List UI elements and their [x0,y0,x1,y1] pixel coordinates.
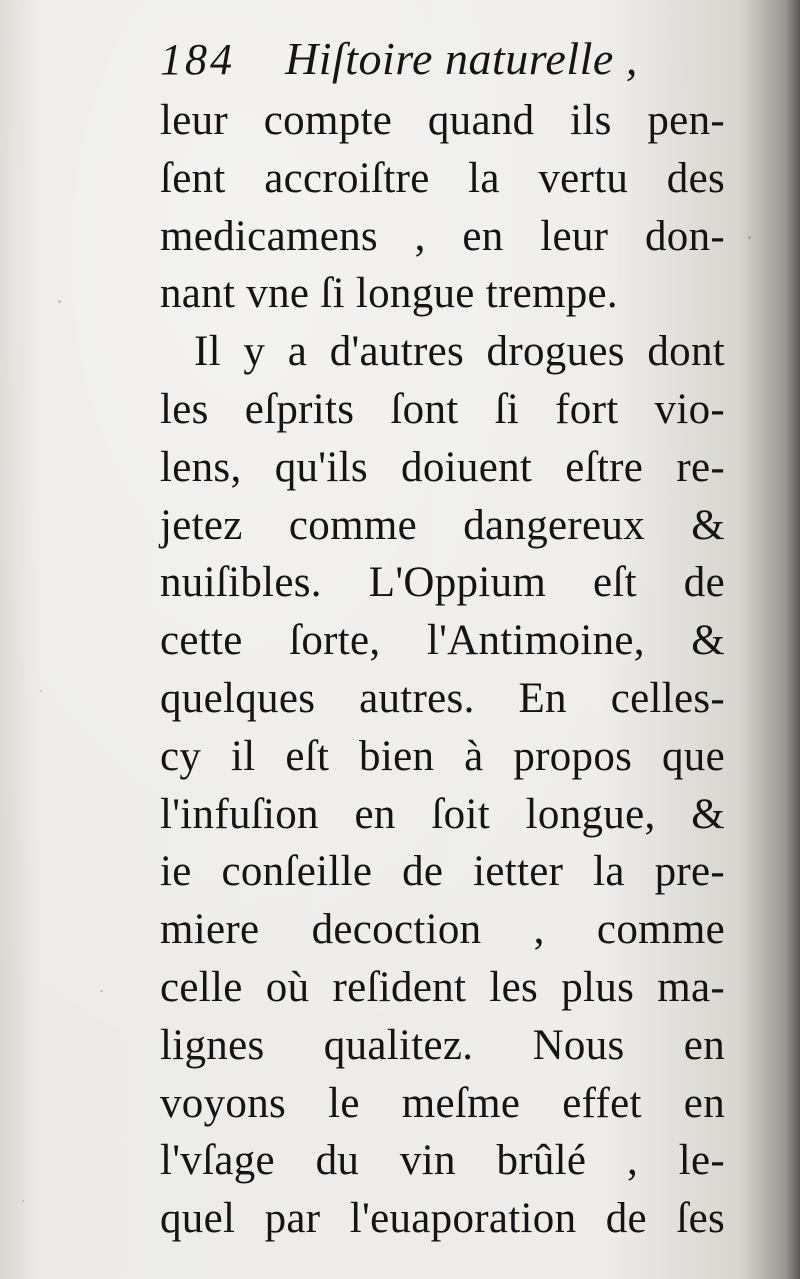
text-line: leur compte quand ils pen- [160,97,725,144]
text-line: nuiſibles. L'Oppium eſt de [160,559,725,607]
text-line: l'infuſion en ſoit longue, & [160,790,725,838]
text-line: ſent accroiſtre la vertu des [160,154,725,202]
text-line: lignes qualitez. Nous en [160,1021,725,1069]
running-head [160,28,740,98]
text-line: lens, qu'ils doiuent eſtre re- [160,443,725,491]
text-line: cette ſorte, l'Antimoine, & [160,617,725,665]
running-title: Hiſtoire naturelle , [285,33,638,84]
text-line: cy il eſt bien à propos que [160,732,725,780]
paper-speck [100,990,103,992]
text-line: celle où reſident les plus ma- [160,963,725,1011]
text-line: medicamens , en leur don- [160,212,725,260]
paper-speck [58,300,61,303]
text-line: quel par l'euaporation de ſes [160,1195,725,1243]
paper-speck [748,236,751,239]
text-line: Il y a d'autres drogues dont [194,328,725,376]
body-text [160,92,725,1248]
text-line: miere decoction , comme [160,906,725,954]
text-line: jetez comme dangereux & [160,501,725,549]
paper-speck [40,690,42,692]
page-number: 184 [160,35,235,84]
text-line: quelques autres. En celles- [160,674,725,722]
text-line: ie conſeille de ietter la pre- [160,848,725,896]
text-line: nant vne ſi longue trempe. [160,270,618,318]
text-line: les eſprits ſont ſi fort vio- [160,385,725,433]
text-line: voyons le meſme effet en [160,1079,725,1127]
text-line: l'vſage du vin brûlé , le- [160,1137,725,1185]
paper-speck [22,1200,24,1202]
